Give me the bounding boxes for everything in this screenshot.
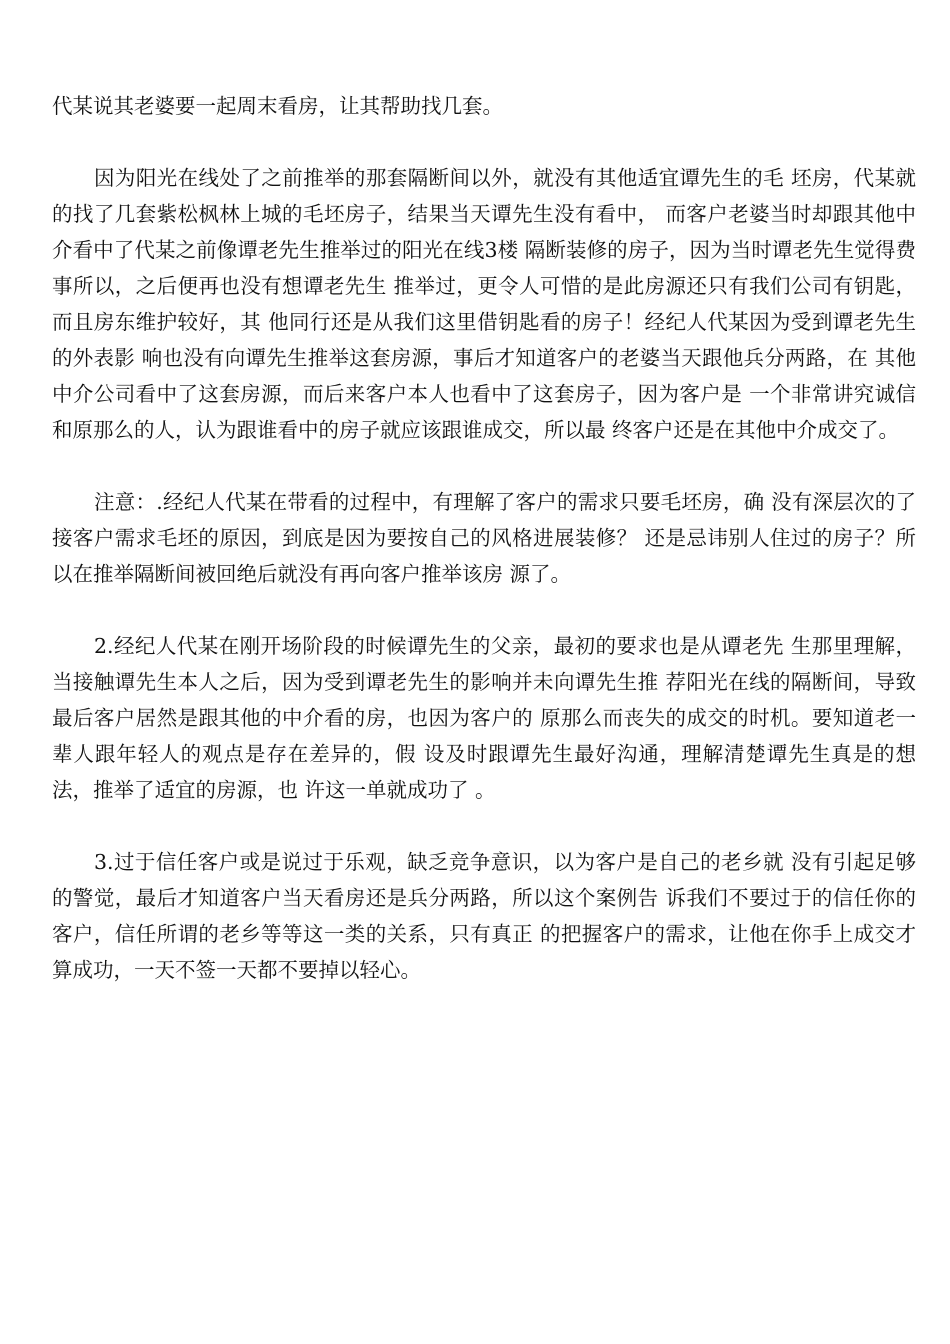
paragraph-spacer: [52, 124, 916, 160]
paragraph-case-narrative: 因为阳光在线处了之前推举的那套隔断间以外，就没有其他适宜谭先生的毛 坯房，代某就的找了几套紫松枫林上城的毛坯房子，结果当天谭先生没有看中， 而客户老婆当时却跟其他中介看中了代某之前像谭老先生推举过的阳光在线3楼 隔断装修的房子，因为当时谭老先生觉得费事所以，之后便再也没有想谭老先生 推举过，更令人可惜的是此房源还只有我们公司有钥匙，而且房东维护较好，其 他同行还是从我们这里借钥匙看的房子！经纪人代某因为受到谭老先生的外表影 响也没有向谭先生推举这套房源，事后才知道客户的老婆当天跟他兵分两路，在 其他中介公司看中了这套房源，而后来客户本人也看中了这套房子，因为客户是 一个非常讲究诚信和原那么的人，认为跟谁看中的房子就应该跟谁成交，所以最 终客户还是在其他中介成交了。: [52, 166, 916, 442]
paragraph-note-1: 注意：.经纪人代某在带看的过程中，有理解了客户的需求只要毛坯房，确 没有深层次的了接客户需求毛坯的原因，到底是因为要按自己的风格进展装修？ 还是忌讳别人住过的房子？所以在推举隔断间被回绝后就没有再向客户推举该房 源了。: [52, 490, 916, 586]
paragraph-intro: 代某说其老婆要一起周末看房，让其帮助找几套。: [52, 94, 503, 118]
paragraph-spacer: [52, 592, 916, 628]
paragraph-spacer: [52, 808, 916, 844]
document-page: [52, 88, 916, 988]
paragraph-spacer: [52, 448, 916, 484]
paragraph-note-3: 3.过于信任客户或是说过于乐观，缺乏竞争意识，以为客户是自己的老乡就 没有引起足够的警觉，最后才知道客户当天看房还是兵分两路，所以这个案例告 诉我们不要过于的信任你的客户，信任所谓的老乡等等这一类的关系，只有真正 的把握客户的需求，让他在你手上成交才算成功，一天不签一天都不要掉以轻心。: [52, 850, 916, 982]
paragraph-note-2: 2.经纪人代某在刚开场阶段的时候谭先生的父亲，最初的要求也是从谭老先 生那里理解，当接触谭先生本人之后，因为受到谭老先生的影响并未向谭先生推 荐阳光在线的隔断间，导致最后客户居然是跟其他的中介看的房，也因为客户的 原那么而丧失的成交的时机。要知道老一辈人跟年轻人的观点是存在差异的，假 设及时跟谭先生最好沟通，理解清楚谭先生真是的想法，推举了适宜的房源，也 许这一单就成功了 。: [52, 634, 916, 802]
